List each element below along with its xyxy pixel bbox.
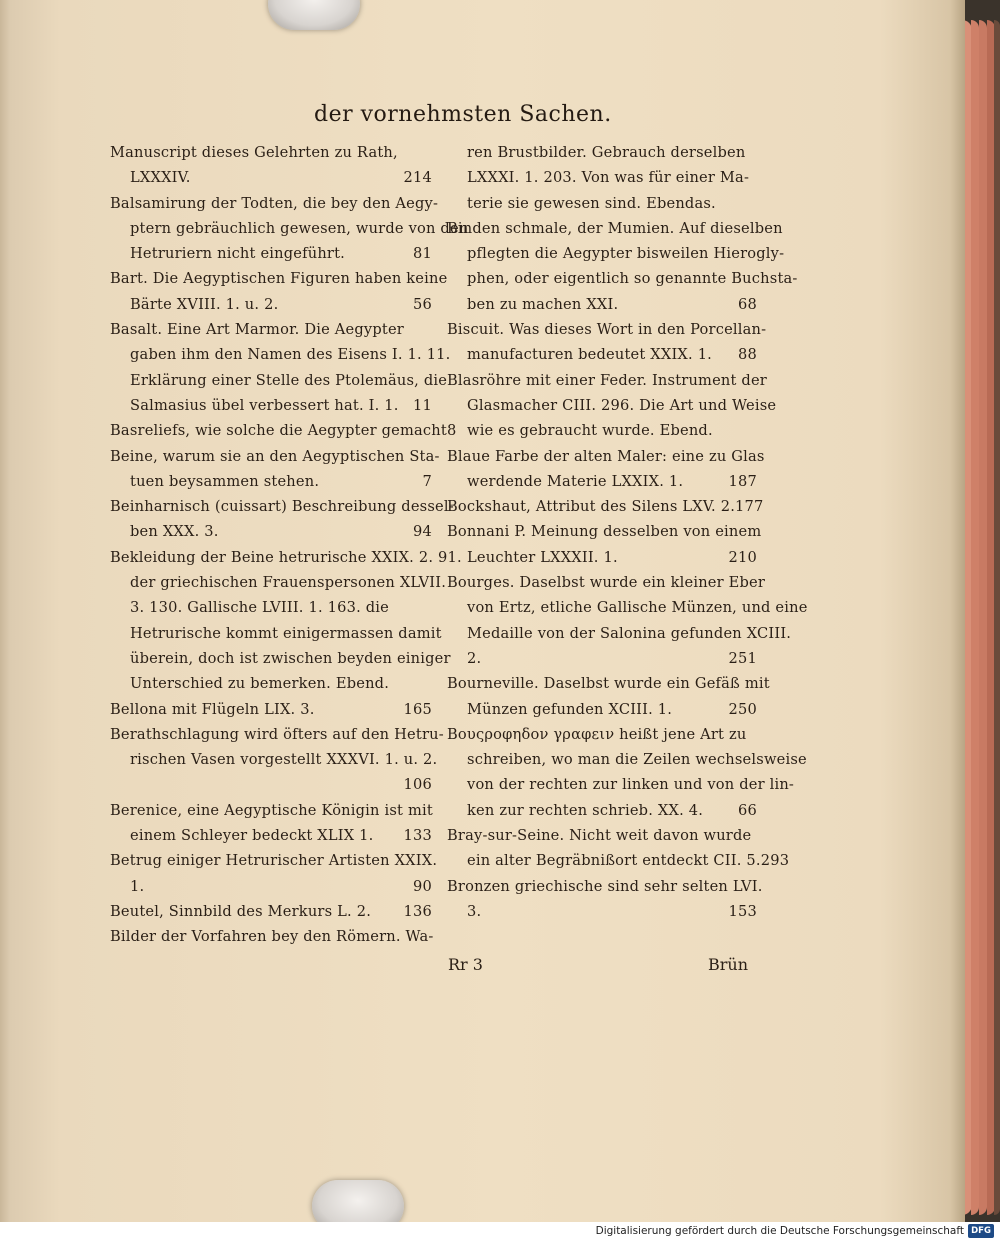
index-line (447, 494, 764, 519)
index-line (447, 519, 762, 544)
index-page-number: 7 (422, 472, 432, 490)
index-line (447, 216, 783, 241)
index-line (110, 393, 432, 418)
index-entry-text: werdende Materie LXXIX. 1. (467, 472, 684, 490)
index-line (447, 241, 785, 266)
page-clip-top (268, 0, 360, 30)
index-entry-text: der griechischen Frauenspersonen XLVII. (130, 574, 447, 592)
index-entry-text: Basalt. Eine Art Marmor. Die Aegypter (110, 321, 404, 339)
index-line (447, 393, 777, 418)
index-entry-text: Manuscript dieses Gelehrten zu Rath, (110, 144, 398, 161)
index-entry-text: ein alter Begräbnißort entdeckt CII. 5. (467, 852, 761, 870)
index-line (110, 722, 444, 747)
index-entry-text: Βουςροφηδον γραφειν heißt jene Art zu (447, 725, 747, 743)
index-line (447, 899, 757, 924)
index-entry-text: Bärte XVIII. 1. u. 2. (130, 295, 279, 313)
index-line (447, 140, 757, 165)
index-line (110, 798, 432, 823)
index-line (110, 595, 432, 620)
index-line (110, 342, 451, 367)
index-page-number: 68 (738, 295, 757, 313)
index-line (110, 191, 439, 216)
index-line (447, 772, 795, 797)
index-line (110, 747, 438, 772)
index-page-number: 210 (728, 548, 757, 566)
index-entry-text: LXXXI. 1. 203. Von was für einer Ma- (467, 169, 750, 187)
signature-mark: Rr 3 (448, 955, 483, 974)
index-page-number: 136 (403, 902, 432, 920)
index-entry-text: Hetruriern nicht eingeführt. (130, 245, 346, 263)
index-entry-text: gaben ihm den Namen des Eisens I. 1. 11. (130, 346, 451, 364)
index-line (447, 823, 757, 848)
index-line (110, 241, 432, 266)
index-page-number: 56 (413, 295, 432, 313)
index-line (110, 924, 432, 949)
index-entry-text: einem Schleyer bedeckt XLIX 1. (130, 827, 374, 845)
index-line (110, 848, 438, 873)
running-header: der vornehmsten Sachen. (314, 102, 612, 127)
index-line (447, 595, 808, 620)
index-entry-text: ben XXX. 3. (130, 523, 219, 541)
index-line (447, 545, 757, 570)
index-page-number: 187 (728, 472, 757, 490)
index-entry-text: Bronzen griechische sind sehr selten LVI. (447, 877, 763, 895)
index-line (110, 292, 432, 317)
index-entry-text: Erklärung einer Stelle des Ptolemäus, die (130, 371, 448, 389)
index-line (447, 722, 757, 747)
index-entry-text: schreiben, wo man die Zeilen wechselsweise (467, 751, 807, 769)
index-line (447, 747, 807, 772)
index-line (447, 342, 757, 367)
index-entry-text: 1. (130, 877, 145, 895)
index-line (447, 418, 757, 443)
index-line (447, 570, 766, 595)
index-entry-text: Biscuit. Was dieses Wort in den Porcellan- (447, 321, 767, 339)
index-entry-text: von Ertz, etliche Gallische Münzen, und eine (467, 599, 808, 617)
index-entry-text: Bonnani P. Meinung desselben von einem (447, 523, 762, 541)
index-line (110, 266, 448, 291)
index-page-number: 66 (738, 801, 757, 819)
index-line (110, 671, 432, 696)
index-line (110, 494, 454, 519)
index-line (447, 292, 757, 317)
index-entry-text: rischen Vasen vorgestellt XXXVI. 1. u. 2. (130, 751, 438, 769)
index-entry-text: Beinharnisch (cuissart) Beschreibung dessel- (110, 498, 454, 516)
index-page-number: 8 (446, 422, 457, 440)
index-entry-text: Blasröhre mit einer Feder. Instrument der (447, 371, 767, 389)
index-line (447, 165, 757, 190)
index-line (110, 165, 432, 190)
index-page-number: 165 (403, 700, 432, 718)
index-entry-text: Bourges. Daselbst wurde ein kleiner Eber (447, 574, 766, 592)
index-page-number: 293 (760, 852, 790, 870)
index-line (447, 368, 767, 393)
index-line (447, 646, 757, 671)
index-line (110, 545, 462, 570)
index-entry-text: Berathschlagung wird öfters auf den Hetru- (110, 725, 444, 743)
index-entry-text: von der rechten zur linken und von der lin- (467, 776, 795, 794)
dfg-logo: DFG (968, 1224, 994, 1238)
index-line (110, 519, 432, 544)
index-entry-text: Bart. Die Aegyptischen Figuren haben keine (110, 270, 448, 288)
index-entry-text: Beutel, Sinnbild des Merkurs L. 2. (110, 902, 372, 920)
index-line (447, 317, 767, 342)
index-entry-text: überein, doch ist zwischen beyden einiger (130, 649, 451, 667)
index-page-number: 214 (403, 169, 432, 187)
index-line (110, 874, 432, 899)
index-entry-text: Bockshaut, Attribut des Silens LXV. 2. (447, 498, 736, 516)
index-line (447, 874, 763, 899)
index-entry-text: Bilder der Vorfahren bey den Römern. Wa- (110, 928, 434, 946)
index-entry-text: Bellona mit Flügeln LIX. 3. (110, 700, 315, 718)
index-line (110, 418, 457, 443)
index-page-number: 251 (728, 649, 757, 667)
index-entry-text: Bray-sur-Seine. Nicht weit davon wurde (447, 827, 752, 845)
index-entry-text: tuen beysammen stehen. (130, 472, 320, 490)
index-line (110, 444, 440, 469)
index-page-number: 106 (403, 776, 432, 794)
index-line (110, 646, 451, 671)
index-line (110, 570, 447, 595)
index-line (447, 469, 757, 494)
index-line (447, 848, 790, 873)
index-entry-text: terie sie gewesen sind. Ebendas. (467, 194, 716, 212)
index-page-number: 177 (735, 498, 764, 516)
digitization-credit: Digitalisierung gefördert durch die Deutsche Forschungsgemeinschaft (595, 1225, 964, 1237)
index-page-number: 88 (738, 346, 757, 364)
index-line (447, 697, 757, 722)
page-edge (979, 20, 987, 1215)
index-entry-text: 2. (467, 649, 482, 667)
index-entry-text: ben zu machen XXI. (467, 295, 619, 313)
index-entry-text: 3. (467, 902, 482, 920)
index-entry-text: Glasmacher CIII. 296. Die Art und Weise (467, 396, 777, 414)
index-entry-text: Bourneville. Daselbst wurde ein Gefäß mit (447, 675, 770, 693)
catchword: Brün (708, 955, 749, 974)
index-entry-text: Medaille von der Salonina gefunden XCIII. (467, 624, 792, 642)
index-entry-text: phen, oder eigentlich so genannte Buchsta- (467, 270, 798, 288)
index-entry-text: wie es gebraucht wurde. Ebend. (467, 422, 713, 440)
index-line (110, 697, 432, 722)
index-line (110, 899, 432, 924)
index-line (110, 317, 432, 342)
index-line (447, 671, 770, 696)
index-entry-text: Betrug einiger Hetrurischer Artisten XXIX. (110, 852, 438, 870)
index-entry-text: ptern gebräuchlich gewesen, wurde von den (130, 219, 469, 237)
index-entry-text: pflegten die Aegypter bisweilen Hierogly- (467, 245, 785, 263)
index-entry-text: ren Brustbilder. Gebrauch derselben (467, 144, 746, 161)
index-entry-text: Berenice, eine Aegyptische Königin ist mit (110, 801, 433, 819)
index-page-number: 153 (728, 902, 757, 920)
index-entry-text: manufacturen bedeutet XXIX. 1. (467, 346, 713, 364)
index-entry-text: LXXXIV. (130, 169, 191, 187)
index-line (447, 621, 792, 646)
index-page-number: 81 (413, 245, 432, 263)
index-column-left (110, 140, 469, 950)
index-line (447, 266, 798, 291)
index-entry-text: Blaue Farbe der alten Maler: eine zu Glas (447, 447, 765, 465)
index-entry-text: Unterschied zu bemerken. Ebend. (130, 675, 390, 693)
index-line (110, 823, 432, 848)
index-line (110, 772, 432, 797)
index-entry-text: Bekleidung der Beine hetrurische XXIX. 2. 91. (110, 548, 462, 566)
index-entry-text: Basreliefs, wie solche die Aegypter gemacht (110, 422, 447, 440)
page-edge (971, 20, 979, 1215)
index-page-number: 133 (403, 827, 432, 845)
index-line (447, 444, 765, 469)
index-line (110, 140, 432, 165)
index-entry-text: 3. 130. Gallische LVIII. 1. 163. die (130, 599, 390, 617)
index-entry-text: Münzen gefunden XCIII. 1. (467, 700, 673, 718)
index-page-number: 250 (728, 700, 757, 718)
index-page-number: 11 (413, 396, 432, 414)
index-entry-text: Leuchter LXXXII. 1. (467, 548, 618, 566)
index-line (447, 798, 757, 823)
index-line (110, 469, 432, 494)
index-line (447, 191, 757, 216)
index-page-number: 90 (413, 877, 432, 895)
index-entry-text: Salmasius übel verbessert hat. I. 1. (130, 396, 399, 414)
index-entry-text: Binden schmale, der Mumien. Auf dieselben (447, 219, 783, 237)
index-page-number: 94 (413, 523, 432, 541)
index-line (110, 368, 448, 393)
index-entry-text: Balsamirung der Todten, die bey den Aegy- (110, 194, 439, 212)
index-entry-text: Beine, warum sie an den Aegyptischen Sta- (110, 447, 440, 465)
index-column-right (447, 140, 808, 924)
index-line (110, 216, 469, 241)
index-line (110, 621, 442, 646)
index-entry-text: ken zur rechten schrieb. XX. 4. (467, 801, 704, 819)
page-edge (994, 20, 1000, 1215)
index-entry-text: Hetrurische kommt einigermassen damit (130, 624, 442, 642)
